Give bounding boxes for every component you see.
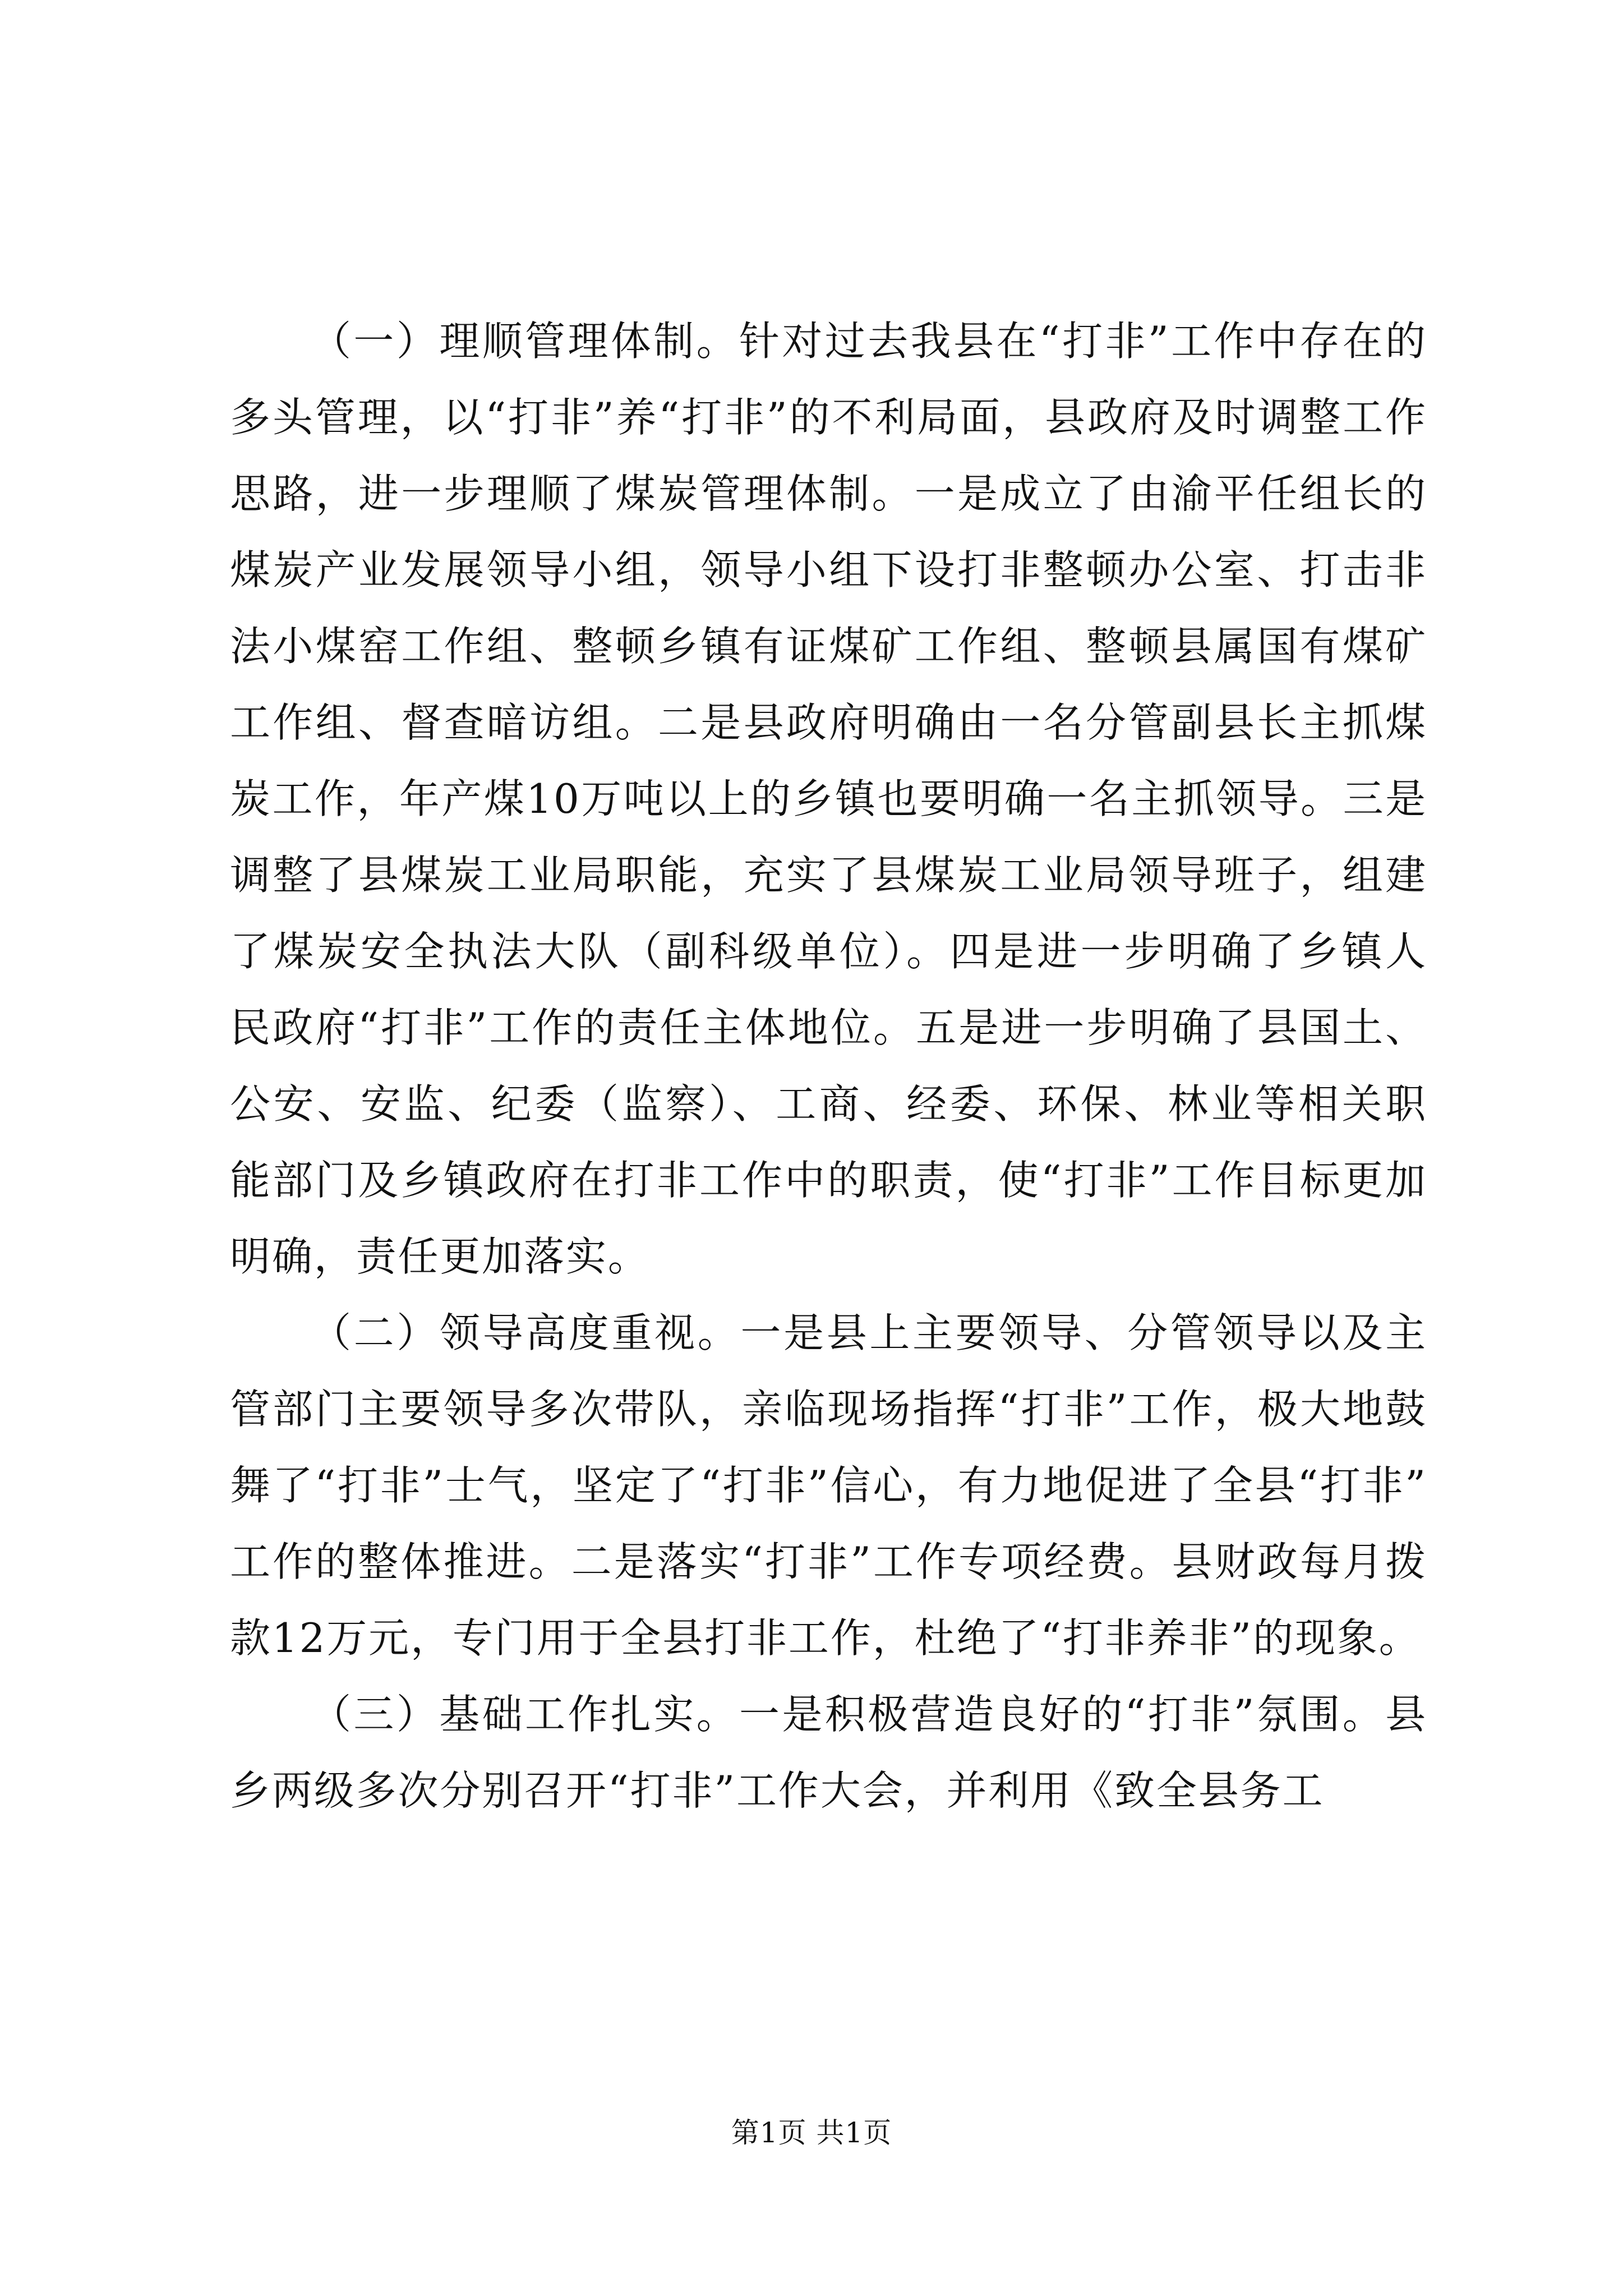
paragraph-leadership-attention: （二）领导高度重视。一是县上主要领导、分管领导以及主管部门主要领导多次带队，亲临现场指挥“打非”工作，极大地鼓舞了“打非”士气，坚定了“打非”信心，有力地促进了全县“打非”工作的整体推进。二是落实“打非”工作专项经费。县财政每月拨款12万元，专门用于全县打非工作，杜绝了“打非养非”的现象。 [230,1309,1427,1662]
page-footer: 第1页 共1页 [731,2116,892,2149]
paragraph-management-system: （一）理顺管理体制。针对过去我县在“打非”工作中存在的多头管理，以“打非”养“打非”的不利局面，县政府及时调整工作思路，进一步理顺了煤炭管理体制。一是成立了由渝平任组长的煤炭产业发展领导小组，领导小组下设打非整顿办公室、打击非法小煤窑工作组、整顿乡镇有证煤矿工作组、整顿县属国有煤矿工作组、督查暗访组。二是县政府明确由一名分管副县长主抓煤炭工作，年产煤10万吨以上的乡镇也要明确一名主抓领导。三是调整了县煤炭工业局职能，充实了县煤炭工业局领导班子，组建了煤炭安全执法大队（副科级单位）。四是进一步明确了乡镇人民政府“打非”工作的责任主体地位。五是进一步明确了县国土、公安、安监、纪委（监察）、工商、经委、环保、林业等相关职能部门及乡镇政府在打非工作中的职责，使“打非”工作目标更加明确，责任更加落实。 [230,318,1427,1280]
document-body [230,303,1427,1829]
paragraph-foundation-work: （三）基础工作扎实。一是积极营造良好的“打非”氛围。县乡两级多次分别召开“打非”工作大会，并利用《致全县务工 [230,1691,1427,1814]
